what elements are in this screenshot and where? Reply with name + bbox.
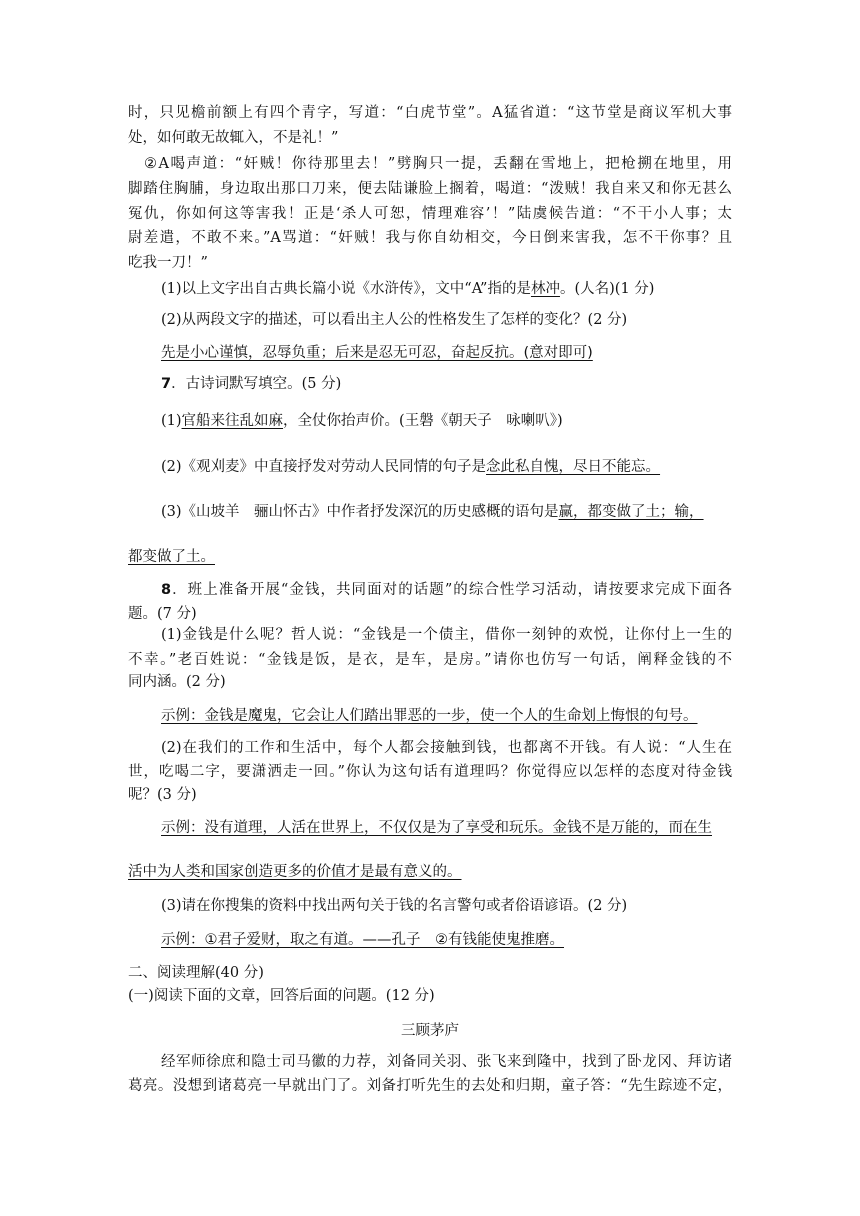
passage-line: 处，如何敢无故辄入，不是礼！”: [128, 130, 339, 146]
q7-part2: (2)《观刈麦》中直接抒发对劳动人民同情的句子是念此私自愧，尽日不能忘。: [161, 459, 661, 475]
q8-part1-answer: 示例：金钱是魔鬼，它会让人们踏出罪恶的一步，使一个人的生命划上悔恨的句号。: [161, 708, 698, 724]
passage-line: 吃我一刀！”: [128, 255, 208, 271]
q7-part1: (1)官船来往乱如麻，全仗你抬声价。(王磐《朝天子 咏喇叭》): [161, 413, 563, 429]
q6-part1-answer: 林冲: [530, 281, 560, 297]
passage-line: 尉差遣，不敢不来。”A骂道：“奸贼！我与你自幼相交，今日倒来害我，怎不干你事？且: [128, 230, 732, 246]
q7-part2-answer: 念此私自愧，尽日不能忘。: [486, 459, 661, 475]
q8-part2-answer: 示例：没有道理，人活在世界上，不仅仅是为了享受和玩乐。金钱不是万能的，而在生: [161, 820, 712, 836]
passage-line: 冤仇，你如何这等害我！正是‘杀人可恕，情理难容’！”陆虞候告道：“不干小人事；太: [128, 206, 732, 222]
q8-part2-line: 世，吃喝二字，要潇洒走一回。”你认为这句话有道理吗？你觉得应以怎样的态度对待金钱: [128, 764, 732, 780]
q8-title: 8．班上准备开展“金钱，共同面对的话题”的综合性学习活动，请按要求完成下面各: [161, 582, 732, 598]
section-subheading: (一)阅读下面的文章，回答后面的问题。(12 分): [128, 988, 435, 1004]
q8-part1-line: 不幸。”老百姓说：“金钱是饭，是衣，是车，是房。”请你也仿写一句话，阐释金钱的不: [128, 652, 732, 668]
q7-part1-answer: 官船来往乱如麻: [181, 413, 284, 429]
q7-part3: (3)《山坡羊 骊山怀古》中作者抒发深沉的历史感概的语句是赢，都变做了土；输，: [161, 504, 704, 520]
q8-part3: (3)请在你搜集的资料中找出两句关于钱的名言警句或者俗语谚语。(2 分): [161, 898, 628, 914]
q6-part1: (1)以上文字出自古典长篇小说《水浒传》，文中“A”指的是林冲。(人名)(1 分): [161, 281, 655, 297]
passage-line: 时，只见檐前额上有四个青字，写道：“白虎节堂”。A猛省道：“这节堂是商议军机大事: [128, 105, 732, 121]
q8-title-cont: 题。(7 分): [128, 606, 197, 622]
q8-part1-line: 同内涵。(2 分): [128, 674, 226, 690]
article-title: 三顾茅庐: [401, 1023, 459, 1039]
q7-title: 7．古诗词默写填空。(5 分): [161, 376, 342, 392]
passage-line: ②A喝声道：“奸贼！你待那里去！”劈胸只一提，丢翻在雪地上，把枪搠在地里，用: [144, 156, 732, 172]
q7-part3-answer: 赢，都变做了土；输，: [558, 504, 704, 520]
section-heading: 二、阅读理解(40 分): [128, 965, 264, 981]
q6-part2: (2)从两段文字的描述，可以看出主人公的性格发生了怎样的变化？(2 分): [161, 312, 628, 328]
passage-line: 脚踏住胸脯，身边取出那口刀来，便去陆谦脸上搁着，喝道：“泼贼！我自来又和你无甚么: [128, 181, 732, 197]
article-line: 经军师徐庶和隐士司马徽的力荐，刘备同关羽、张飞来到隆中，找到了卧龙冈、拜访诸: [161, 1054, 732, 1070]
q8-part2-answer-cont: 活中为人类和国家创造更多的价值才是最有意义的。: [128, 864, 462, 880]
q8-part2-line: 呢？(3 分): [128, 787, 197, 803]
q7-part3-answer-cont: 都变做了土。: [128, 549, 215, 565]
q8-part1: (1)金钱是什么呢？哲人说：“金钱是一个债主，借你一刻钟的欢悦，让你付上一生的: [161, 627, 732, 643]
q8-part3-answer: 示例：①君子爱财，取之有道。——孔子 ②有钱能使鬼推磨。: [161, 932, 564, 948]
article-line: 葛亮。没想到诸葛亮一早就出门了。刘备打听先生的去处和归期，童子答：“先生踪迹不定，: [128, 1078, 732, 1094]
q6-part2-answer: 先是小心谨慎，忍辱负重；后来是忍无可忍，奋起反抗。(意对即可): [161, 345, 593, 361]
q8-part2: (2)在我们的工作和生活中，每个人都会接触到钱，也都离不开钱。有人说：“人生在: [161, 740, 732, 756]
